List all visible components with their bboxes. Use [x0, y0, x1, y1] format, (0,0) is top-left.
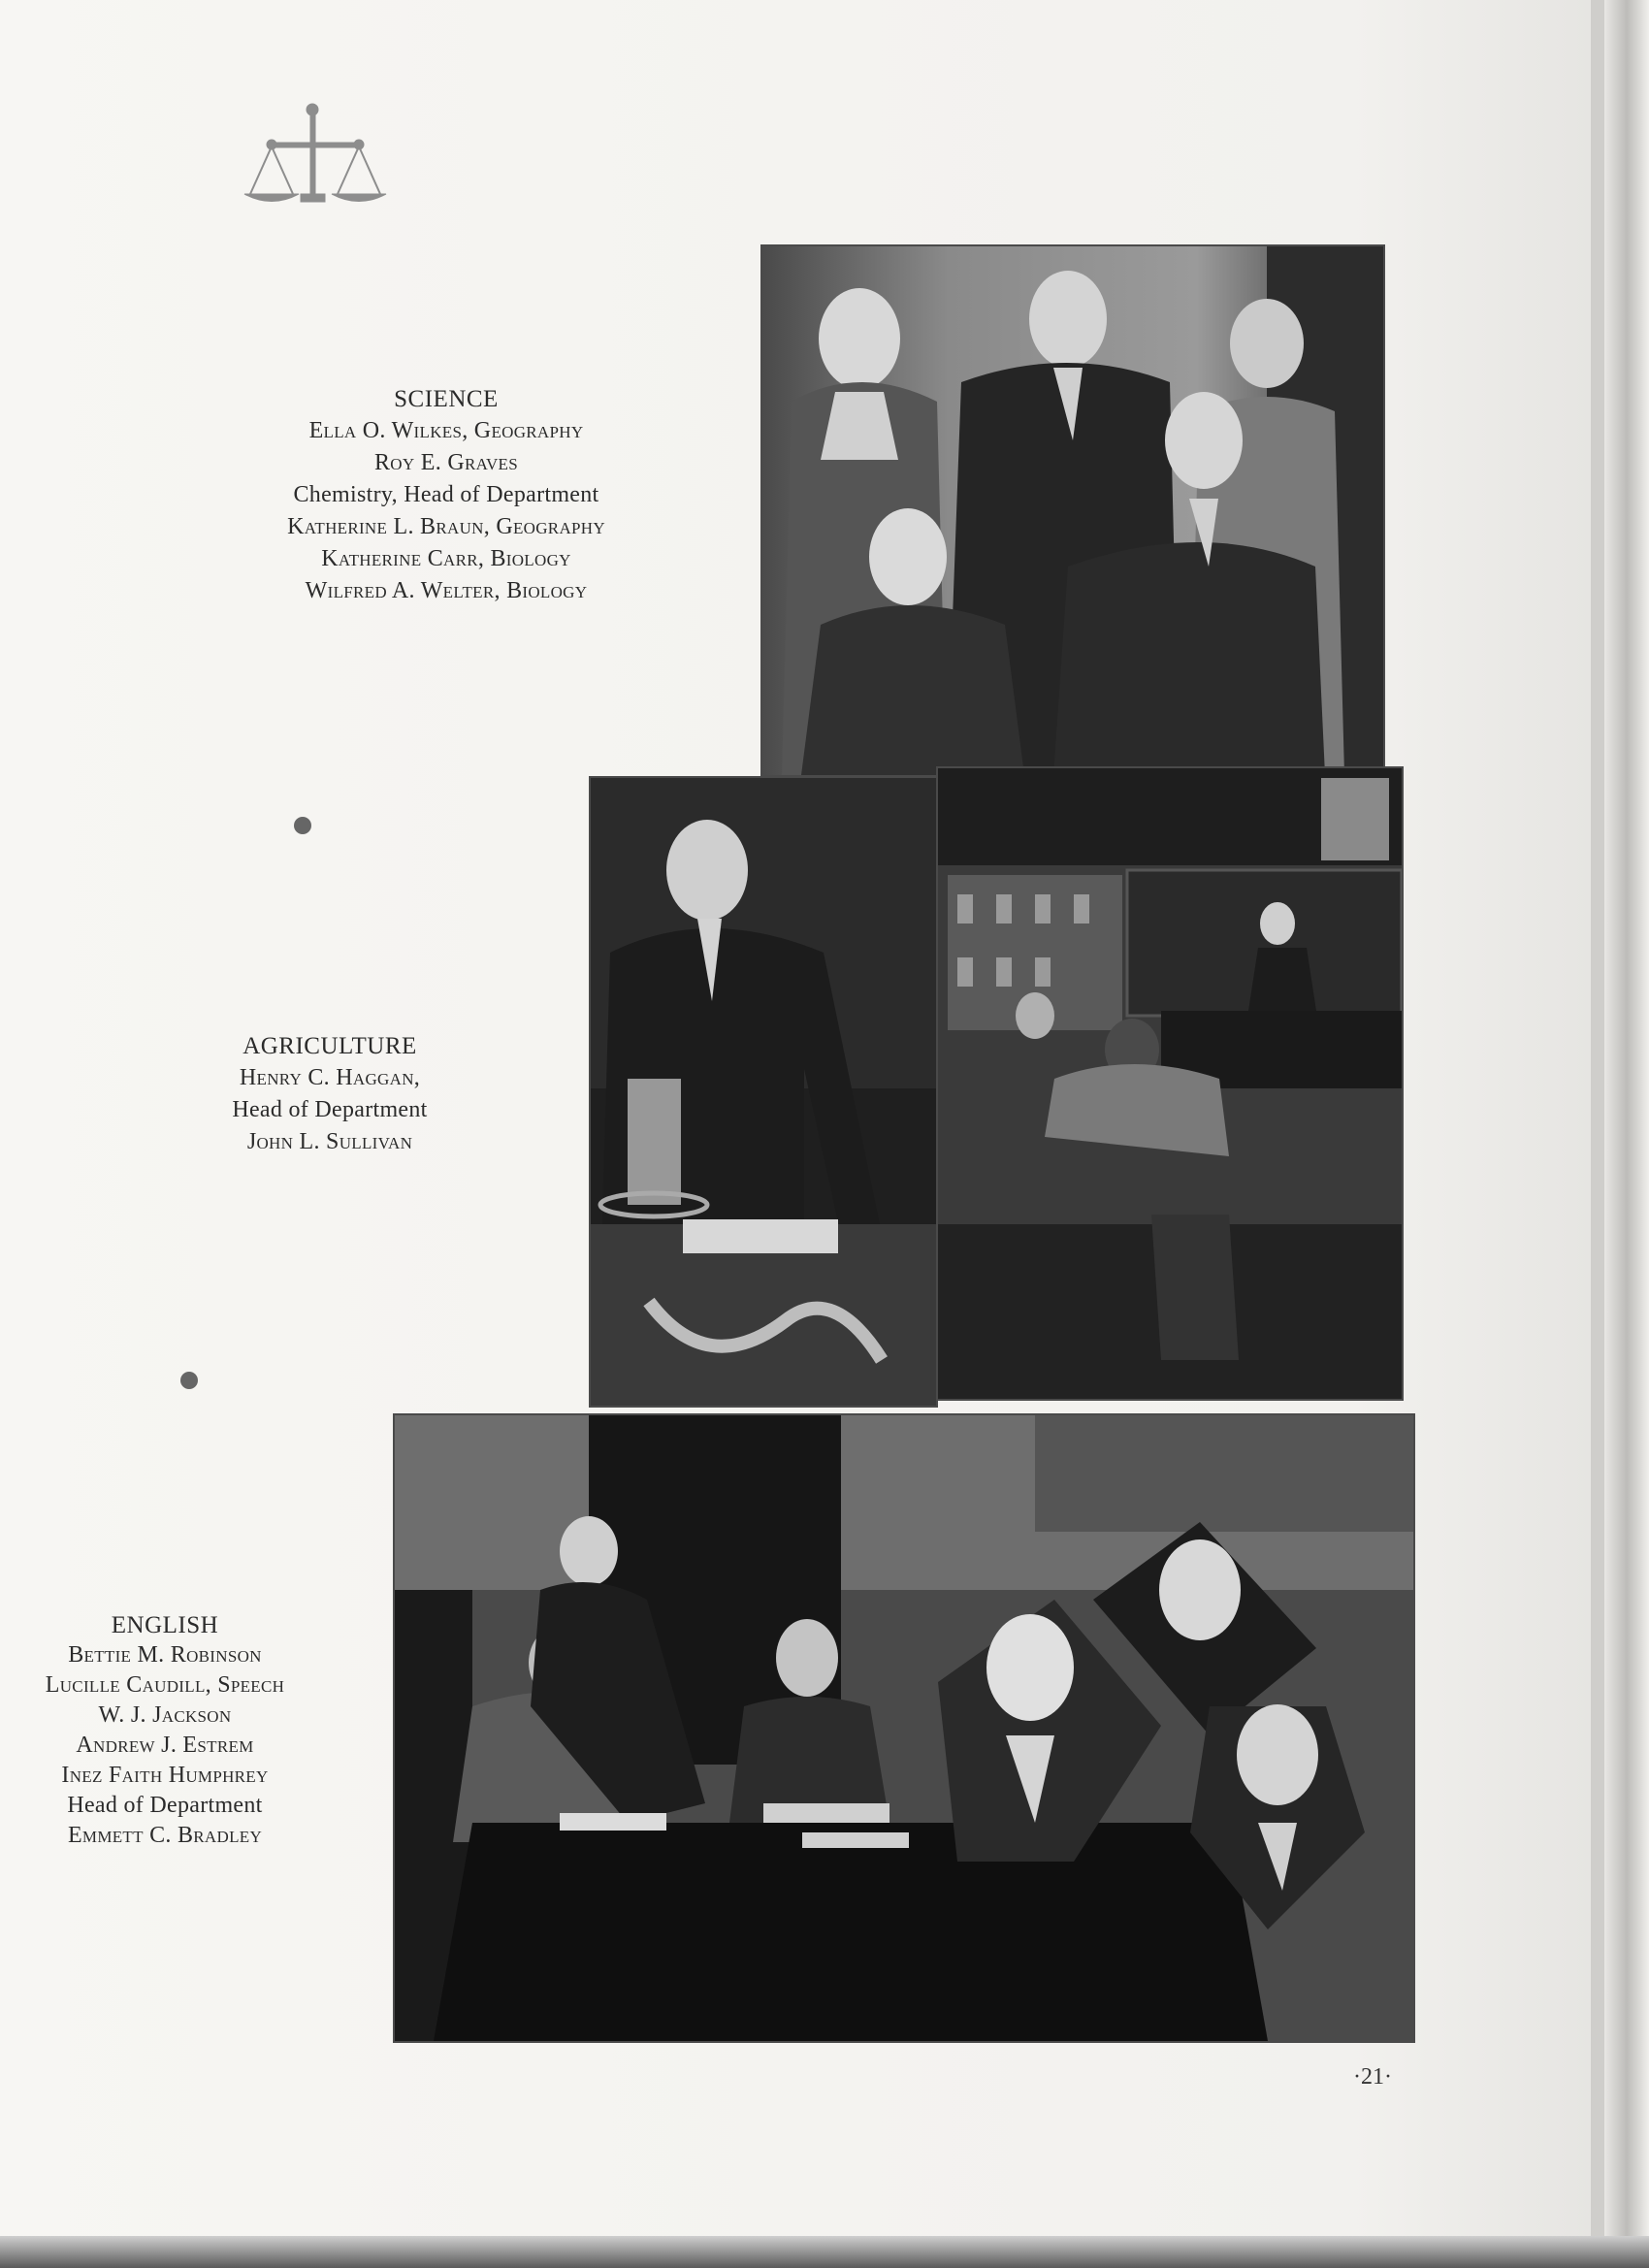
agriculture-line: John L. Sullivan: [246, 1129, 413, 1154]
english-caption: [15, 1610, 315, 1851]
english-line: Inez Faith Humphrey: [61, 1763, 269, 1788]
agriculture-heading: AGRICULTURE: [242, 1033, 417, 1059]
english-line: W. J. Jackson: [98, 1702, 232, 1728]
scan-bottom-edge: [0, 2236, 1649, 2268]
page-stack: [1604, 0, 1649, 2268]
agriculture-teacher-photo: [589, 776, 938, 1408]
agriculture-line: Head of Department: [232, 1097, 428, 1122]
english-line: Head of Department: [67, 1793, 263, 1818]
scales-icon: [242, 102, 388, 209]
science-line: Katherine L. Braun, Geography: [287, 514, 605, 539]
science-line: Ella O. Wilkes, Geography: [308, 418, 584, 443]
english-heading: ENGLISH: [111, 1612, 219, 1638]
science-line: Roy E. Graves: [374, 450, 518, 475]
page-edge: [1591, 0, 1604, 2268]
page-number: ·21·: [1353, 2064, 1392, 2090]
english-line: Bettie M. Robinson: [68, 1642, 262, 1668]
science-line: Wilfred A. Welter, Biology: [305, 578, 588, 603]
english-line: Andrew J. Estrem: [76, 1733, 254, 1758]
agriculture-classroom-photo: [936, 766, 1404, 1401]
science-group-photo: [760, 244, 1385, 777]
science-caption: [233, 383, 660, 607]
binder-hole: [180, 1372, 198, 1389]
science-heading: SCIENCE: [394, 386, 499, 412]
science-line: Katherine Carr, Biology: [321, 546, 571, 571]
science-line: Chemistry, Head of Department: [293, 482, 599, 507]
binder-hole: [294, 817, 311, 834]
english-line: Emmett C. Bradley: [67, 1823, 263, 1848]
agriculture-line: Henry C. Haggan,: [239, 1065, 421, 1090]
agriculture-caption: [146, 1030, 514, 1158]
english-group-photo: [393, 1413, 1415, 2043]
english-line: Lucille Caudill, Speech: [45, 1672, 285, 1698]
